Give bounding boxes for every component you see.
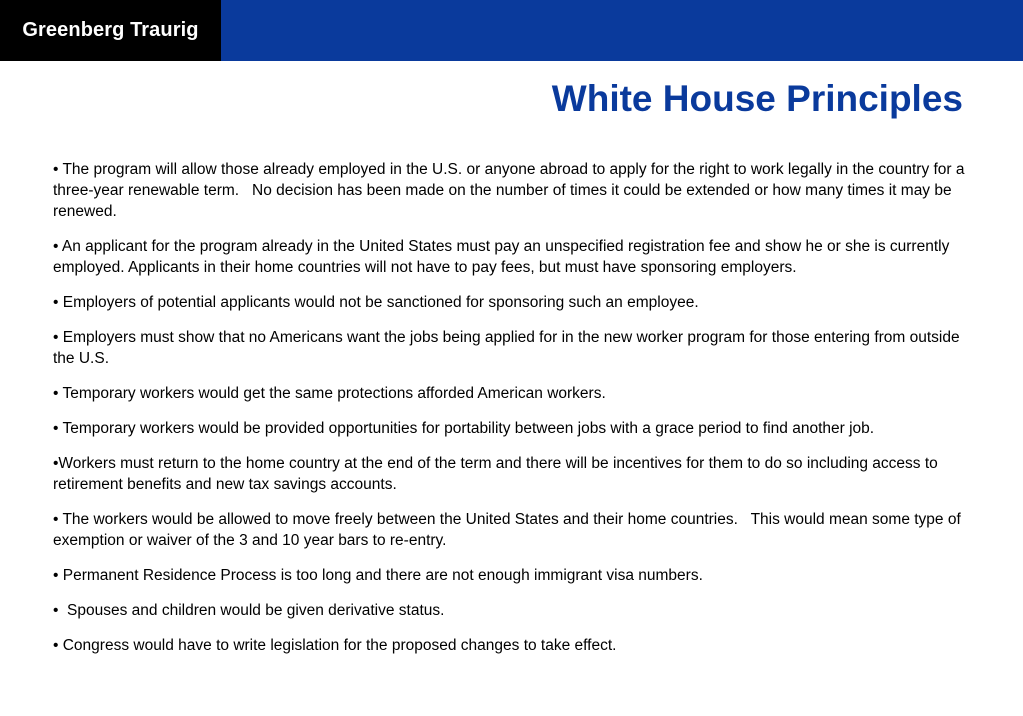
bullet-item: • Employers of potential applicants would not be sanctioned for sponsoring such an employee.	[53, 294, 699, 311]
bullet-item: • The program will allow those already employed in the U.S. or anyone abroad to apply for the right to work legally in the country for a three-year renewable term. No decision has been made on the number of times it could be extended or how many times it may be renewed.	[53, 161, 969, 220]
bullet-item: • Temporary workers would get the same protections afforded American workers.	[53, 385, 606, 402]
bullet-list	[53, 159, 973, 670]
bullet-item: •Workers must return to the home country at the end of the term and there will be incentives for them to do so including access to retirement benefits and new tax savings accounts.	[53, 455, 943, 493]
bullet-item: • Temporary workers would be provided opportunities for portability between jobs with a grace period to find another job.	[53, 420, 875, 437]
bullet-item: • Spouses and children would be given derivative status.	[53, 602, 445, 619]
slide-title: White House Principles	[551, 78, 963, 119]
logo-text: Greenberg Traurig	[22, 19, 199, 41]
bullet-item: • The workers would be allowed to move freely between the United States and their home countries. This would mean some type of exemption or waiver of the 3 and 10 year bars to re-entry.	[53, 511, 966, 549]
logo	[0, 0, 221, 61]
bullet-item: • Employers must show that no Americans want the jobs being applied for in the new worker program for those entering from outside the U.S.	[53, 329, 964, 367]
bullet-item: • Permanent Residence Process is too long and there are not enough immigrant visa numbers.	[53, 567, 703, 584]
bullet-item: • An applicant for the program already in the United States must pay an unspecified registration fee and show he or she is currently employed. Applicants in their home countries will not have to pay fees, but must have sponsoring employers.	[53, 238, 954, 276]
bullet-item: • Congress would have to write legislation for the proposed changes to take effect.	[53, 637, 617, 654]
